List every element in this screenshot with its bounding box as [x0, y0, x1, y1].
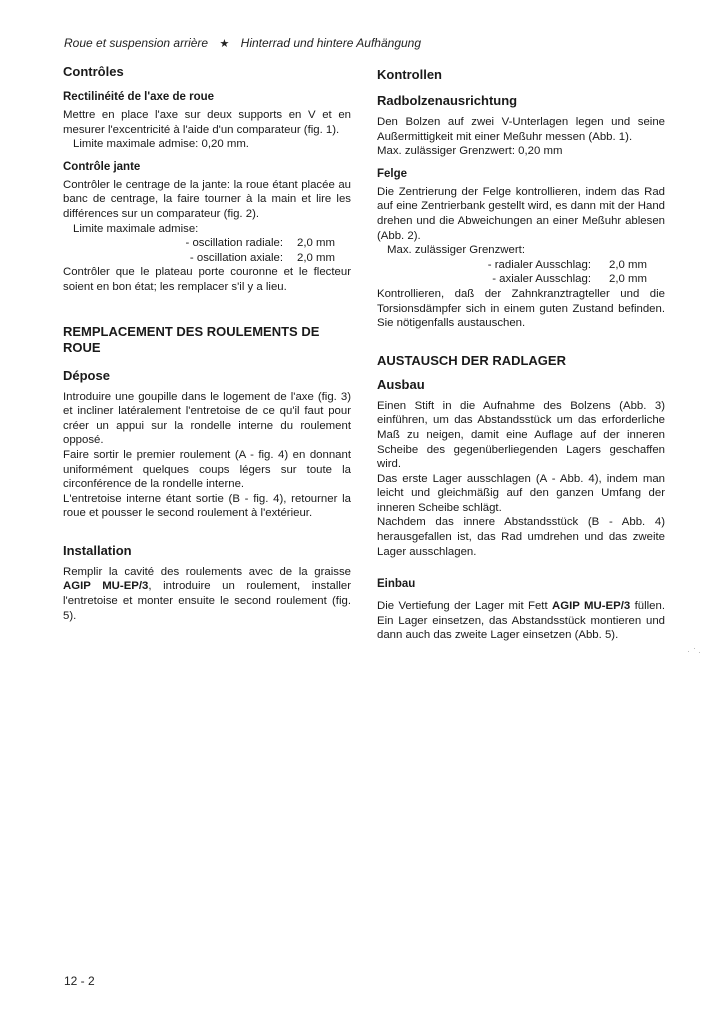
paragraph-ausbau-2: Das erste Lager ausschlagen (A - Abb. 4), indem man leicht und gleichmäßig auf den ganzen Umfang der inneren Scheibe schlägt. — [377, 472, 665, 514]
spec-label: - radialer Ausschlag: — [487, 258, 591, 271]
paragraph-einbau: Die Vertiefung der Lager mit Fett AGIP MU-EP/3 füllen. Ein Lager einsetzen, das Abstandsstück montieren und dann auch das zweite Lager einsetzen (Abb. 5). — [377, 600, 665, 642]
header-title-de: Hinterrad und hintere Aufhängung — [240, 36, 422, 50]
spec-value: 2,0 mm — [297, 237, 335, 250]
limit-jante: Limite maximale admise: — [73, 222, 199, 235]
paragraph-rectilineite: Mettre en place l'axe sur deux supports en V et en mesurer l'excentricité à l'aide d'un comparateur (fig. 1). — [63, 109, 351, 136]
paragraph-radbolzen: Den Bolzen auf zwei V-Unterlagen legen und seine Außermittigkeit mit einer Meßuhr messen (Abb. 1). — [377, 116, 665, 143]
section-title-remplacement: REMPLACEMENT DES ROULEMENTS DE ROUE — [63, 323, 320, 355]
section-title-kontrollen: Kontrollen — [377, 67, 442, 82]
paragraph-zahnkranz: Kontrollieren, daß der Zahnkranztragteller und die Torsionsdämpfer sich in einem guten Zustand befinden. Sie nötigenfalls austauschen. — [377, 287, 665, 330]
grease-name: AGIP MU-EP/3 — [552, 600, 631, 613]
paragraph-felge: Die Zentrierung der Felge kontrollieren, indem das Rad auf eine Zentrierbank gestellt wird, es dann mit der Hand drehen und die Abweichungen an einer Meßuhr ablesen (Abb. 2). — [377, 185, 665, 242]
spec-row-axial — [377, 272, 665, 287]
paragraph-depose-3: L'entretoise interne étant sortie (B - fig. 4), retourner la roue et pousser le second roulement à l'extérieur. — [63, 492, 351, 520]
limit-rectilineite: Limite maximale admise: 0,20 mm. — [73, 138, 249, 151]
header-title-fr: Roue et suspension arrière — [64, 36, 209, 50]
limit-radbolzen: Max. zulässiger Grenzwert: 0,20 mm — [377, 145, 563, 158]
page-number: 12 - 2 — [64, 974, 95, 988]
subsection-title-jante: Contrôle jante — [63, 160, 141, 173]
scan-speck-marks — [688, 648, 700, 654]
spec-label: - axialer Ausschlag: — [492, 273, 591, 286]
spec-value: 2,0 mm — [297, 251, 335, 264]
paragraph-depose-1: Introduire une goupille dans le logement de l'axe (fig. 3) et incliner latéralement l'entretoise de ce qu'il faut pour créer un appui sur la rondelle interne du roulement opposé. — [63, 390, 351, 447]
subsection-title-ausbau: Ausbau — [377, 376, 425, 392]
paragraph-jante: Contrôler le centrage de la jante: la roue étant placée au banc de centrage, la faire tourner à la main et lire les différences sur un comparateur (fig. 2). — [63, 178, 351, 220]
spec-label: - oscillation radiale: — [185, 237, 283, 250]
paragraph-installation: Remplir la cavité des roulements avec de la graisse AGIP MU-EP/3, introduire un roulement, installer l'entretoise et monter ensuite le second roulement (fig. 5). — [63, 565, 352, 622]
subsection-title-radbolzen: Radbolzenausrichtung — [377, 93, 518, 108]
paragraph-ausbau-1: Einen Stift in die Aufnahme des Bolzens (Abb. 3) einführen, um das Abstandsstück um das erforderliche Maß zu neigen, damit eine Auflage auf der inneren Scheibe des gegenüberliegenden Lagers geschaffen wird. — [377, 399, 665, 471]
limit-felge: Max. zulässiger Grenzwert: — [387, 244, 525, 257]
subsection-title-rectilineite: Rectilinéité de l'axe de roue — [63, 91, 215, 103]
subsection-title-depose: Dépose — [63, 367, 110, 383]
paragraph-plateau: Contrôler que le plateau porte couronne et le flecteur soient en bon état; les remplacer s'il y a lieu. — [63, 266, 351, 293]
spec-label: - oscillation axiale: — [189, 251, 283, 264]
spec-row-axiale — [63, 251, 351, 266]
section-title-controles: Contrôles — [63, 64, 124, 79]
spec-row-radiale — [63, 236, 351, 251]
subsection-title-einbau: Einbau — [377, 578, 416, 591]
subsection-title-installation: Installation — [63, 542, 132, 558]
grease-name: AGIP MU-EP/3 — [63, 580, 149, 593]
column-german — [377, 64, 665, 643]
spec-value: 2,0 mm — [609, 273, 647, 286]
spec-value: 2,0 mm — [609, 258, 647, 271]
spec-row-radial — [377, 258, 665, 273]
running-header — [64, 36, 421, 50]
section-title-austausch: AUSTAUSCH DER RADLAGER — [377, 352, 566, 368]
star-icon: ★ — [219, 38, 230, 50]
paragraph-ausbau-3: Nachdem das innere Abstandsstück (B - Abb. 4) herausgefallen ist, das Rad umdrehen und das zweite Lager ausschlagen. — [377, 516, 665, 558]
paragraph-depose-2: Faire sortir le premier roulement (A - fig. 4) en donnant uniformément quelques coups légers sur toute la circonférence de la rondelle interne. — [63, 448, 351, 491]
column-french — [63, 64, 351, 623]
subsection-title-felge: Felge — [377, 167, 408, 180]
